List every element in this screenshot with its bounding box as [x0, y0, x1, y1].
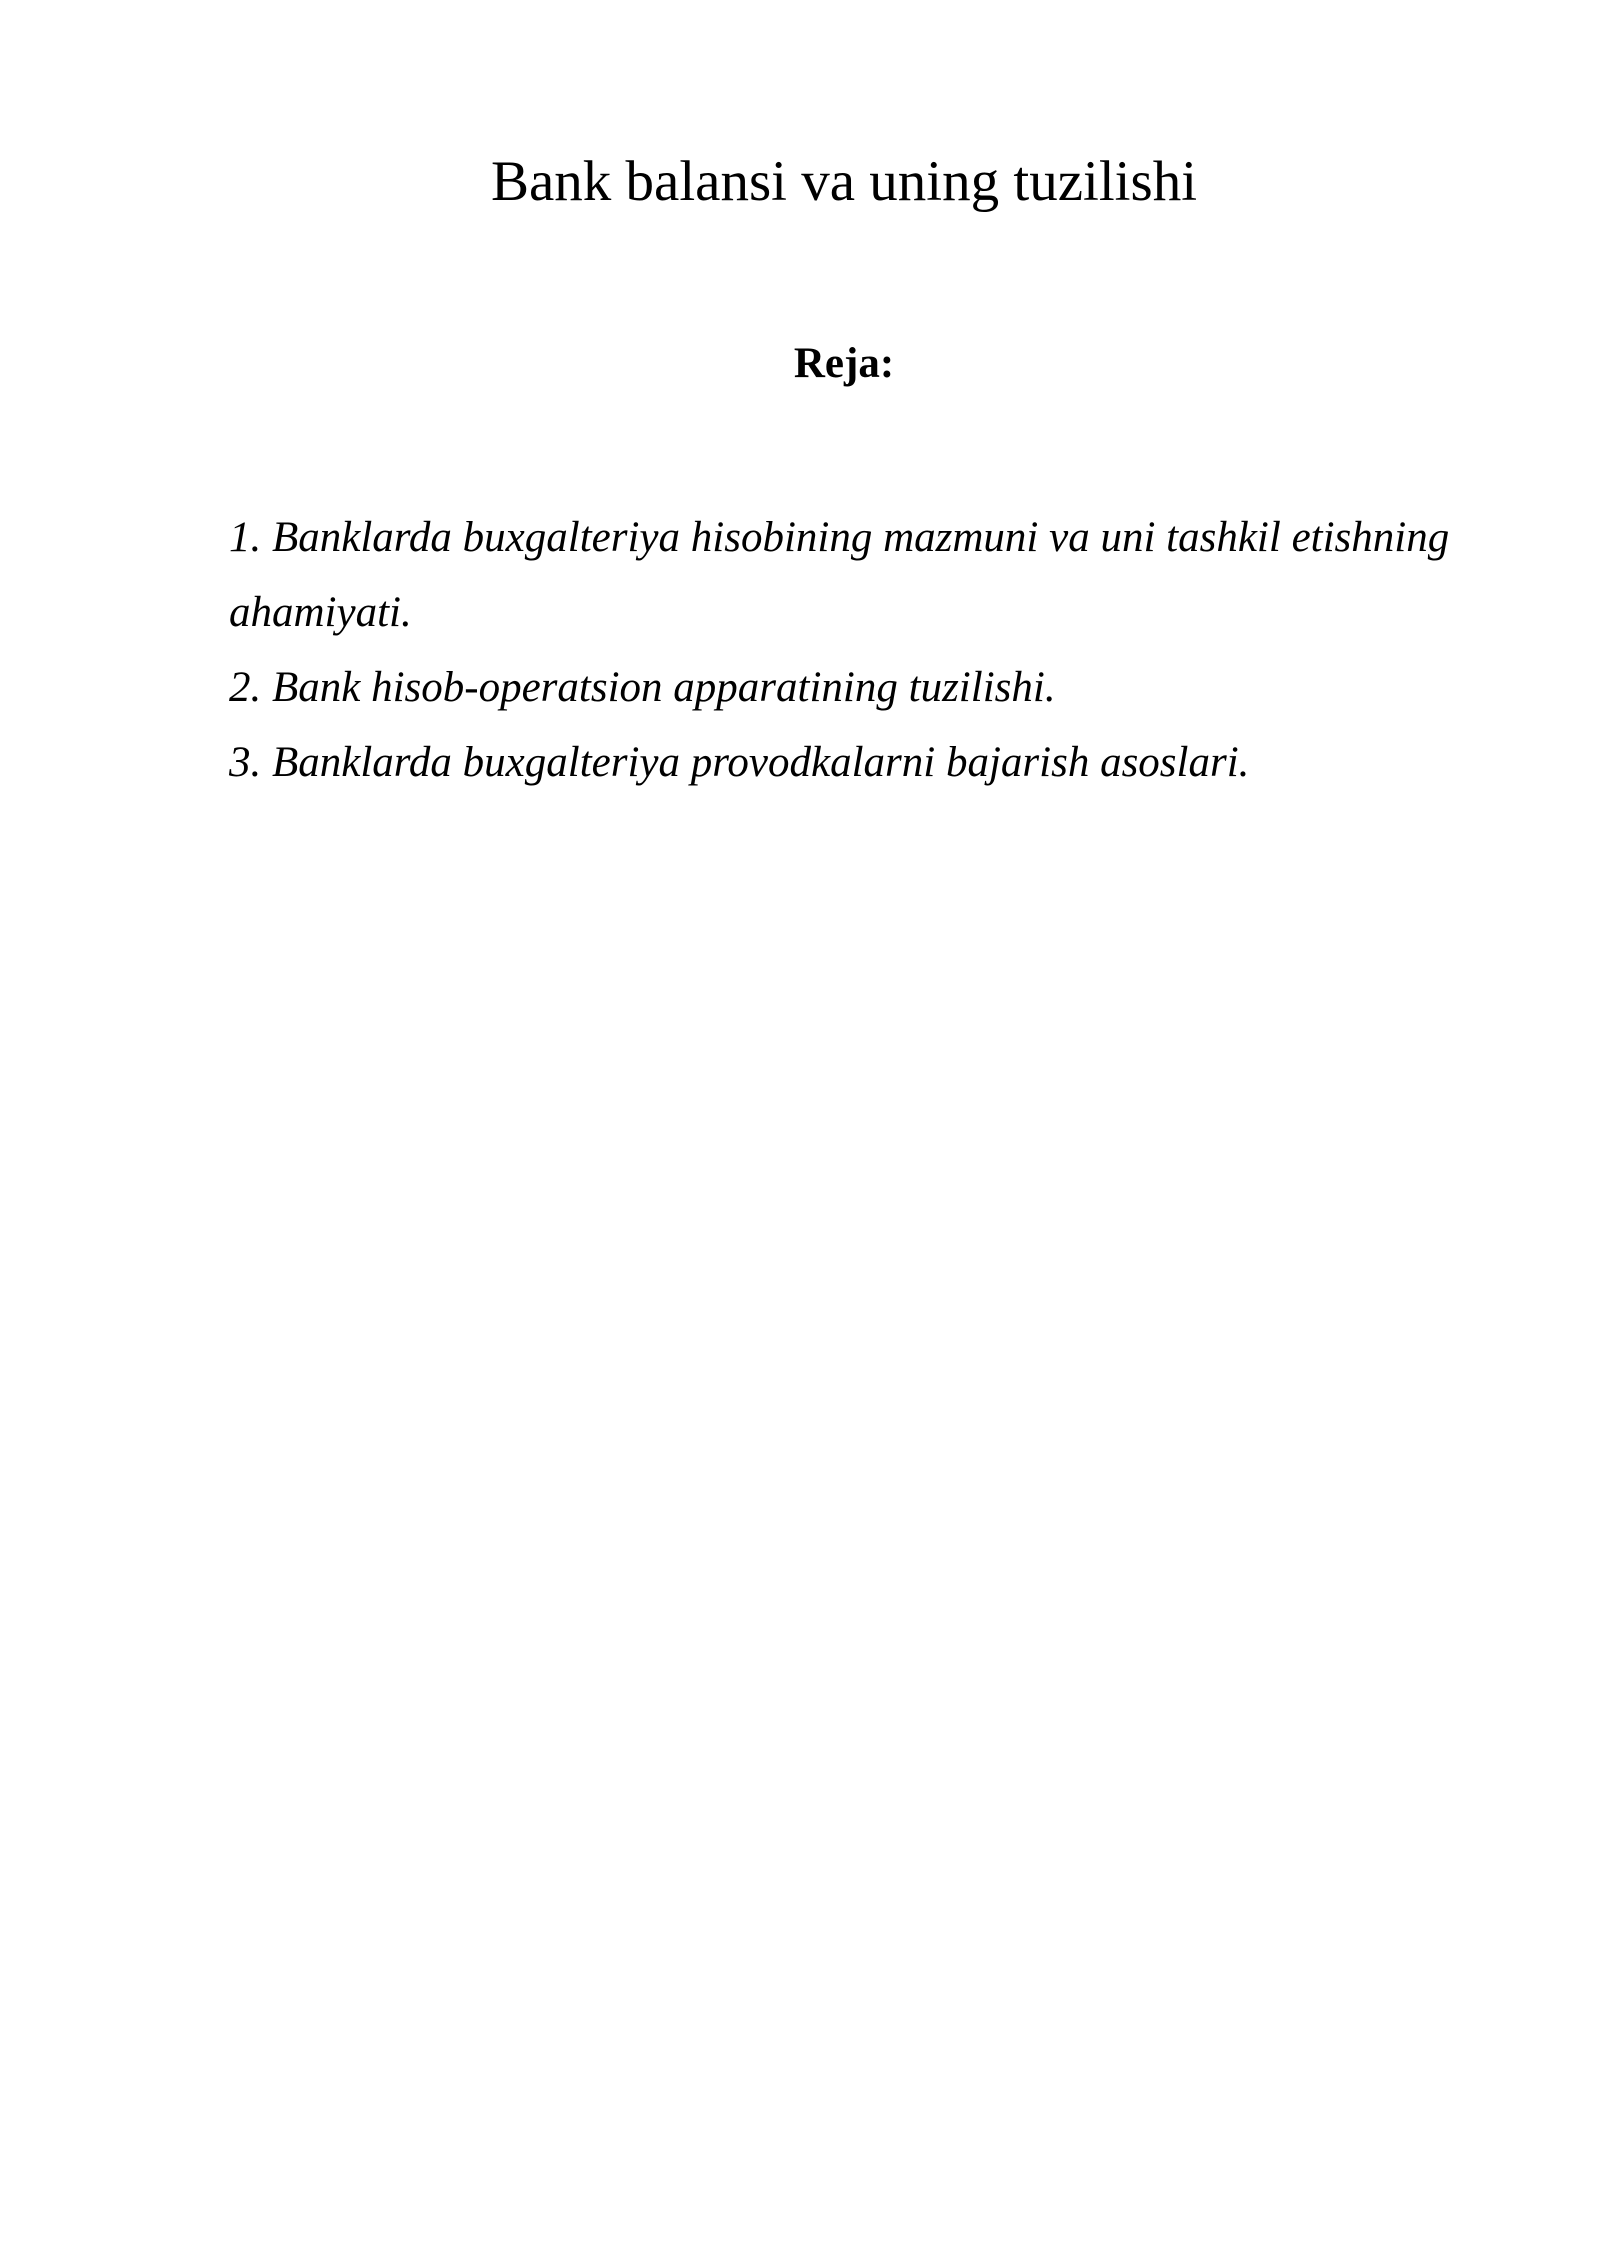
- plan-item: 2. Bank hisob-operatsion apparatining tuzilishi.: [229, 664, 1056, 711]
- plan-heading: Reja:: [793, 340, 895, 387]
- plan-list: [229, 500, 1469, 800]
- plan-item: 3. Banklarda buxgalteriya provodkalarni bajarish asoslari.: [229, 739, 1250, 786]
- document-title: Bank balansi va uning tuzilishi: [490, 150, 1198, 213]
- plan-item: 1. Banklarda buxgalteriya hisobining mazmuni va uni tashkil etishning ahamiyati.: [229, 514, 1450, 636]
